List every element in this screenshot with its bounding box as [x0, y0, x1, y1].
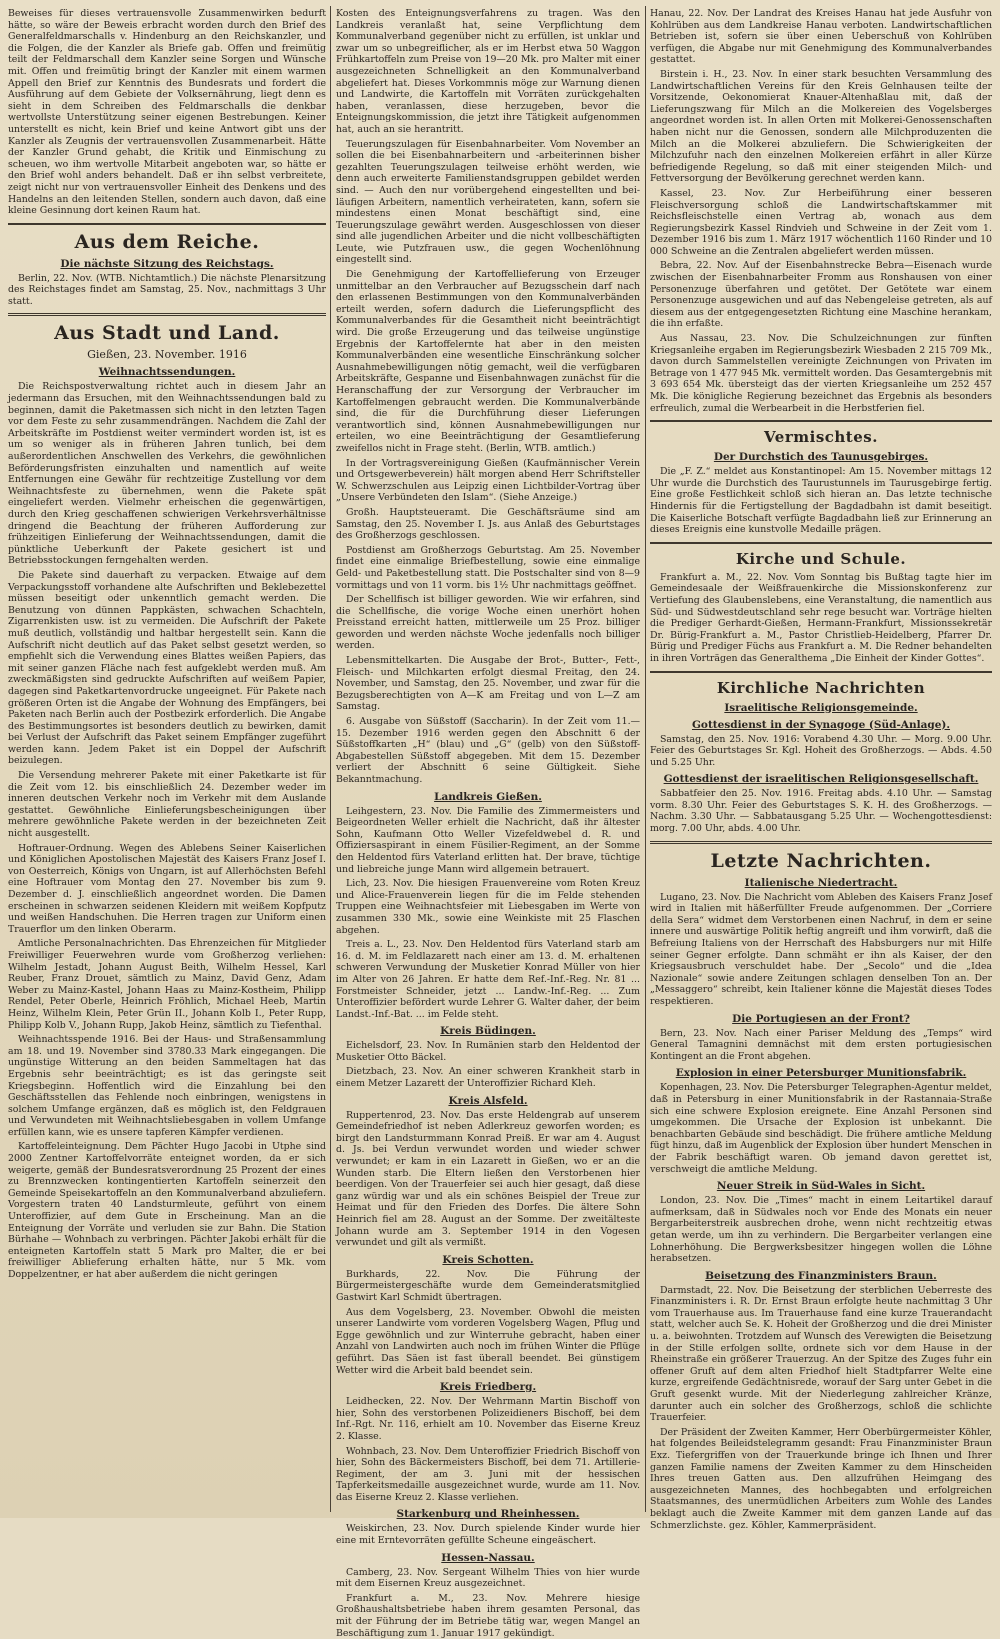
article-paragraph: Wohnbach, 23. Nov. Dem Unteroffizier Friedrich Bischoff von hier, Sohn des Bäckermeisters Bischoff, bei dem 71. Artillerie-Regiment, der am 3. Juni mit der hessischen Tapferkeitsmedaille ausgezeichnet wurde, wurde am 11. Nov. das Eiserne Kreuz 2. Klasse verliehen. [336, 1445, 640, 1503]
article-paragraph: Die Versendung mehrerer Pakete mit einer Paketkarte ist für die Zeit vom 12. bis einschließlich 24. Dezember weder im inneren deutschen Verkehr noch im Verkehr mit dem Auslande gestattet. Gewöhnliche Einlieferungsbescheinigungen über mehrere gewöhnliche Pakete werden in der bezeichneten Zeit nicht ausgestellt. [8, 770, 326, 840]
article-paragraph: Bebra, 22. Nov. Auf der Eisenbahnstrecke Bebra—Eisenach wurde zwischen der Eisenbahnarbeiter Fromm aus Ronshausen von einer Personenzuge überfahren und getötet. Der Getötete war einem Personenzuge ausgewichen und auf das Nebengeleise getreten, als auf diesem aus der entgegengesetzten Richtung eine Maschine herankam, die ihn erfaßte. [650, 260, 992, 330]
article-paragraph: In der Vortragsvereinigung Gießen (Kaufmännischer Verein und Ortsgewerbeverein) hält morgen abend Herr Schriftsteller W. Schwerzschulen aus Leipzig einen Lichtbilder-Vortrag über „Unsere Verbündeten den Islam“. (Siehe Anzeige.) [336, 457, 640, 504]
article-paragraph: Eichelsdorf, 23. Nov. In Rumänien starb den Heldentod der Musketier Otto Bäckel. [336, 1040, 640, 1063]
subheading: Kreis Friedberg. [439, 1381, 537, 1394]
subheading: Starkenburg und Rheinhessen. [396, 1508, 580, 1521]
column-2 [336, 8, 640, 1639]
article-paragraph: Dietzbach, 23. Nov. An einer schweren Krankheit starb in einem Metzer Lazarett der Unteroffizier Richard Kleh. [336, 1066, 640, 1090]
article-paragraph: Der Schellfisch ist billiger geworden. Wie wir erfahren, sind die Schellfische, die vorige Woche einen unerhört hohen Preisstand erreicht hatten, mittlerweile um 25 Proz. billiger geworden und werden nächste Woche jedenfalls noch billiger werden. [336, 594, 640, 652]
subheading: Gottesdienst der israelitischen Religionsgesellschaft. [663, 773, 979, 786]
article-paragraph: Kassel, 23. Nov. Zur Herbeiführung einer besseren Fleischversorgung schloß die Landwirtschaftskammer mit Reichsfleischstelle einen Vertrag ab, wonach aus dem Regierungsbezirk Kassel Rindvieh und Schweine in der Zeit vom 1. Dezember 1916 bis zum 1. März 1917 wöchentlich 1160 Rinder und 10 000 Schweine an die Zentralen abgeliefert werden müssen. [650, 187, 992, 257]
subheading: Kreis Alsfeld. [448, 1094, 528, 1107]
article-paragraph: 6. Ausgabe von Süßstoff (Saccharin). In der Zeit vom 11.—15. Dezember 1916 werden gegen den Abschnitt 6 der Süßstoffkarten „H“ (blau) und „G“ (gelb) von den Süßstoff-Abgabestellen Süßstoff abgegeben. Mit dem 15. Dezember verliert der Abschnitt 6 seine Gültigkeit. Siehe Bekanntmachung. [336, 716, 640, 785]
article-paragraph: Aus dem Vogelsberg, 23. November. Obwohl die meisten unserer Landwirte vom vorderen Vogelsberg Wagen, Pflug und Egge gewöhnlich und zur Winterruhe gebracht, haben einer Anzahl von Landwirten auch noch im frühen Winter die Pflüge geführt. Das Säen ist fast überall beendet. Bei günstigem Wetter wird die Arbeit bald beendet sein. [336, 1306, 640, 1376]
article-paragraph: Teuerungszulagen für Eisenbahnarbeiter. Vom November an sollen die bei Eisenbahnarbeitern und -arbeiterinnen bisher gezahlten Teuerungszulagen teilweise erhöht werden, wie denn auch erweiterte Familienstandsgruppen gebildet werden sind. — Auch den nur vorübergehend eingestellten und bei-läufigen Arbeitern, namentlich verheirateten, kann, sofern sie mindestens einen Monat beschäftigt sind, eine Teuerungszulage gewährt werden. Ausgeschlossen von dieser sind alle jugendlichen Arbeiter und die nicht vollbeschäftigten Leute, wie Putzfrauen usw., die gegen Wochenlöhnung eingestellt sind. [336, 138, 640, 266]
article-paragraph: Frankfurt a. M., 23. Nov. Mehrere hiesige Großhaushaltsbetriebe haben ihrem gesamten Personal, das mit der Führung der im Betriebe tätig war, wegen Mangel an Beschäftigung zum 1. Januar 1917 gekündigt. [336, 1592, 640, 1639]
article-paragraph: Die Reichspostverwaltung richtet auch in diesem Jahr an jedermann das Ersuchen, mit den Weihnachtssendungen bald zu beginnen, damit die Paketmassen sich nicht in den letzten Tagen vor dem Feste zu sehr zusammendrängen. Nachdem die Zahl der Arbeitskräfte im Postdienst weiter vermindert worden ist, ist es um so weniger als in früheren Jahren tunlich, bei dem außerordentlichen Anschwellen des Verkehrs, die gewöhnlichen Beförderungsfristen einzuhalten und namentlich auf weite Entfernungen eine Gewähr für rechtzeitige Zustellung vor dem Weihnachtsfeste zu übernehmen, wenn die Pakete spät eingeliefert werden. Vielmehr erheischen die gegenwärtigen, durch den Krieg geschaffenen schwierigen Verkehrsverhältnisse dringend die Beachtung der früheren Aufforderung zur frühzeitigen Einlieferung der Weihnachtssendungen, damit die pünktliche Ueberkunft der Pakete gesichert ist und Betriebsstockungen ferngehalten werden. [8, 381, 326, 567]
article-paragraph: Weihnachtsspende 1916. Bei der Haus- und Straßensammlung am 18. und 19. November sind 3780.33 Mark eingegangen. Die ungünstige Witterung an den beiden Sammeltagen hat das Ergebnis sehr beeinträchtigt; es ist das geringste seit Kriegsbeginn. Hoffentlich wird die Einzahlung bei den Geschäftsstellen das Fehlende noch einbringen, wenigstens in solchem Umfange ergänzen, daß es möglich ist, den Feldgrauen und Verwundeten mit Weihnachtsliebesgaben in vollem Umfange erfüllen kann, wie es unsere tapferen Kämpfer verdienen. [8, 1034, 326, 1138]
article-paragraph: Großh. Hauptsteueramt. Die Geschäftsräume sind am Samstag, den 25. November I. Js. aus Anlaß des Geburtstages des Großherzogs geschlossen. [336, 506, 640, 542]
article-paragraph: Leidhecken, 22. Nov. Der Wehrmann Martin Bischoff von hier, Sohn des verstorbenen Polizeidieners Bischoff, bei dem Inf.-Rgt. Nr. 116, erhielt am 10. November das Eiserne Kreuz 2. Klasse. [336, 1396, 640, 1442]
article-paragraph: Kartoffeleinteignung. Dem Pächter Hugo Jacobi in Utphe sind 2000 Zentner Kartoffelvorräte enteignet worden, da er sich weigerte, gemäß der Bundesratsverordnung 25 Prozent der eines zu Brennzwecken kontingentierten Kartoffeln seinerzeit den Gemeinde Speisekartoffeln an den Kommunalverband abzuliefern. Vorgestern traten 40 Landsturmleute, geführt von einem Unteroffizier, auf dem Gute in Erscheinung. Man an die Enteignung der Vorräte und verluden sie zur Bahn. Die Station Bürhahe — Wohnbach zu verbringen. Pächter Jakobi erhält für die enteigneten Kartoffeln statt 5 Mark pro Malter, die er bei freiwilliger Ablieferung erhalten hätte, nur 5 Mk. vom Doppelzentner, er hat aber außerdem die nicht geringen [8, 1141, 326, 1280]
article-paragraph: Die Genehmigung der Kartoffellieferung von Erzeuger unmittelbar an den Verbraucher auf Bezugsschein darf nach den erlassenen Bestimmungen von den Kommunalverbänden erteilt werden, sofern dadurch die Lieferungspflicht des Kommunalverbandes für die Gesamtheit nicht beeinträchtigt wird. Die große Erzeugerung und das teilweise ungünstige Ergebnis der Kartoffelernte hat aber in den meisten Kommunalverbänden eine wesentliche Einschränkung solcher Ausnahmebewilligungen nötig gemacht, weil die verfügbaren Arbeitskräfte, Gespanne und Eisenbahnwagen zunächst für die Heranschaffung der zur Versorgung der Verbraucher im Kartoffelmengen gebraucht werden. Die Kommunalverbände sind, die für die Durchführung dieser Lieferungen verantwortlich sind, können Ausnahmebewilligungen nur erteilen, wo eine Beeinträchtigung der Gesamtlieferung zweifellos nicht in Frage steht. (Berlin, WTB. amtlich.) [336, 269, 640, 454]
column-3 [650, 8, 992, 1531]
article-paragraph: Die „F. Z.“ meldet aus Konstantinopel: Am 15. November mittags 12 Uhr wurde die Durchstich des Taurustunnels im Taurusgebirge fertig. Eine große Festlichkeit schloß sich hieran an. Das letzte technische Hindernis für die Fertigstellung der Bagdadbahn ist damit beseitigt. Die Kaiserliche Botschaft verfügte Bagdadbahn ließ zur Erinnerung an dieses Ereignis eine kunstvolle Medaille prägen. [650, 466, 992, 536]
subheading: Weihnachtssendungen. [98, 366, 236, 379]
section-heading-vermischtes: Vermischtes. [764, 428, 878, 447]
section-divider [650, 671, 992, 673]
article-paragraph: Postdienst am Großherzogs Geburtstag. Am 25. November findet eine einmalige Briefbestellung, sowie eine einmalige Geld- und Paketbestellung statt. Die Postschalter sind von 8—9 vormittags und von 11 vorm. bis 1½ Uhr nachmittags geöffnet. [336, 544, 640, 591]
article-paragraph: Der Präsident der Zweiten Kammer, Herr Oberbürgermeister Köhler, hat folgendes Beileidstelegramm gesandt: Frau Finanzminister Braun Exz. Tiefergriffen von der Trauerkunde bringe ich Ihnen und Ihrer ganzen Familie namens der Zweiten Kammer zu dem Hinscheiden Ihres treuen Gatten aus. Den allzufrühen Heimgang des ausgezeichneten Mannes, des hochbegabten und erfolgreichen Staatsmannes, des unermüdlichen Arbeiters zum Wohle des Landes beklagt auch die Zweite Kammer mit dem ganzen Lande auf das Schmerzlichste. gez. Köhler, Kammerpräsident. [650, 1426, 992, 1531]
article-paragraph: London, 23. Nov. Die „Times“ macht in einem Leitartikel darauf aufmerksam, daß in Südwales noch vor Ende des Monats ein neuer Bergarbeiterstreik ausbrechen drohe, wenn nicht rechtzeitig etwas getan werde, um ihn zu verhindern. Die Bergarbeiter verlangen eine Lohnerhöhung. Die Bergwerksbesitzer hingegen wollen die Löhne herabsetzen. [650, 1195, 992, 1265]
subheading: Italienische Niedertracht. [744, 876, 898, 889]
subheading: Hessen-Nassau. [441, 1551, 535, 1564]
article-paragraph: Die Pakete sind dauerhaft zu verpacken. Etwaige auf dem Verpackungsstoff vorhandene alte Aufschriften und Beklebezettel müssen beseitigt oder unkenntlich gemacht werden. Die Benutzung von dünnen Pappkästen, schwachen Schachteln, Zigarrenkisten usw. ist zu vermeiden. Die Aufschrift der Pakete muß deutlich, vollständig und haltbar hergestellt sein. Kann die Aufschrift nicht deutlich auf das Paket selbst gesetzt werden, so empfiehlt sich die Verwendung eines Blattes weißen Papiers, das mit seiner ganzen Fläche nach fest aufgeklebt werden muß. Am zweckmäßigsten sind gedruckte Aufschriften auf weißem Papier, dagegen sind Paketkartenvordrucke ungeeignet. Für Pakete nach größeren Orten ist die Angabe der Wohnung des Empfängers, bei Paketen nach Berlin auch der Postbezirk erforderlich. Die Angabe des Bestimmungsortes ist besonders deutlich zu bewirken, damit bei Verlust der Aufschrift das Paket seinem Empfänger zugeführt werden kann. Jedem Paket ist ein Doppel der Aufschrift beizulegen. [8, 569, 326, 767]
article-paragraph: Camberg, 23. Nov. Sergeant Wilhelm Thies von hier wurde mit dem Eisernen Kreuz ausgezeichnet. [336, 1566, 640, 1590]
subheading: Der Durchstich des Taunusgebirges. [713, 451, 929, 464]
subheading: Die Portugiesen an der Front? [732, 1012, 910, 1025]
subheading: Beisetzung des Finanzministers Braun. [705, 1269, 937, 1282]
article-paragraph: Birstein i. H., 23. Nov. In einer stark besuchten Versammlung des Landwirtschaftlichen Vereins für den Kreis Gelnhausen teilte der Vorsitzende, Oekonomierat Knauer-Altenhaßlau mit, daß der Lieferungszwang für Milch an die Molkereien des Vogelsberges angeordnet worden ist. In allen Orten mit Molkerei-Genossenschaften haben nicht nur die Genossen, sondern alle Milchproduzenten die Milch an die Molkerei abzuliefern. Die Schwierigkeiten der Milchzufuhr nach den einzelnen Molkereien erfährt in aller Kürze befriedigende Regelung, so daß mit einer steigenden Milch- und Fettversorgung der Bevölkerung gerechnet werden kann. [650, 68, 992, 185]
article-paragraph: Lebensmittelkarten. Die Ausgabe der Brot-, Butter-, Fett-, Fleisch- und Milchkarten erfolgt diesmal Freitag, den 24. November, und Samstag, den 25. November, und zwar für die Bezugsberechtigten von A—K am Freitag und von L—Z am Samstag. [336, 655, 640, 713]
article-paragraph: Aus Nassau, 23. Nov. Die Schulzeichnungen zur fünften Kriegsanleihe ergaben im Regierungsbezirk Wiesbaden 2 215 709 Mk., davon durch Sammelstellen vereinigte Zeichnungen von Privaten im Betrage von 1 477 945 Mk. vermittelt worden. Das Gesamtergebnis mit 3 693 654 Mk. übersteigt das der vierten Kriegsanleihe um 252 457 Mk. Die königliche Regierung bezeichnet das Ergebnis als besonders erfreulich, zumal die Werbearbeit in die Herbstferien fiel. [650, 333, 992, 414]
article-paragraph: Sabbatfeier den 25. Nov. 1916. Freitag abds. 4.10 Uhr. — Samstag vorm. 8.30 Uhr. Feier des Geburtstages S. K. H. des Großherzogs. — Nachm. 3.30 Uhr. — Sabbatausgang 5.25 Uhr. — Wochengottesdienst: morg. 7.00 Uhr, abds. 4.00 Uhr. [650, 788, 992, 835]
article-continuation: Beweises für dieses vertrauensvolle Zusammenwirken bedurft hätte, so wäre der Beweis erbracht worden durch den Brief des Generalfeldmarschalls v. Hindenburg an den Reichskanzler, und die Folgen, die der Kanzler als Briefe gab. Offen und freimütig teilt der Feldmarschall dem Kanzler seine Sorgen und Wünsche mit. Offen und freimütig bringt der Kanzler mit einem warmen Appell den Brief zur Kenntnis des Bundesrats und fordert die Ausführung auf dem Gebiete der Volksernährung, liegt denn es sieht in dem Schreiben des Feldmarschalls die denkbar wertvollste Unterstützung seiner eigenen Bestrebungen. Keiner unterstellt es nicht, kein Brief und keine Antwort gibt uns der Kanzler als Zeugnis der vertrauensvollen Zusammenarbeit. Hätte der Kanzler Grund gehabt, die Kritik und Einmischung zu scheuen, wo ihm wertvolle Mitarbeit angeboten war, so hätte er den Brief wohl anders behandelt. Daß er ihn selbst verbreitete, zeigt nicht nur von vertrauensvoller Einheit des Denkens und des Handelns an den leitenden Stellen, sondern auch davon, daß eine kleine Gesinnung dort keinen Raum hat. [8, 8, 326, 217]
section-heading-kirche: Kirche und Schule. [735, 549, 907, 568]
section-divider [8, 313, 326, 316]
article-continuation: Kosten des Enteignungsverfahrens zu tragen. Was den Landkreis veranlaßt hat, seine Verpflichtung dem Kommunalverband gegenüber nicht zu erfüllen, ist unklar und zwar um so unbegreiflicher, als er im Herbst etwa 50 Waggon Frühkartoffeln zum Preise von 19—20 Mk. pro Malter mit einer ausgezeichneten Schnelligkeit an den Kommunalverband abgeliefert hat. Dieses Vorkommnis möge zur Warnung dienen und Landwirte, die Kartoffeln mit Vorräten zurückgehalten haben, veranlassen, diese herzugeben, bevor die Enteignungskommission, die jetzt ihre Tätigkeit aufgenommen hat, auch an sie herantritt. [336, 8, 640, 135]
article-paragraph: Weiskirchen, 23. Nov. Durch spielende Kinder wurde hier eine mit Erntevorräten gefüllte Scheune eingeäschert. [336, 1523, 640, 1547]
column-rule [330, 6, 331, 1512]
article-paragraph: Leihgestern, 23. Nov. Die Familie des Zimmermeisters und Beigeordneten Weller erhielt die Nachricht, daß ihr ältester Sohn, Kaufmann Otto Weller Vizefeldwebel d. R. und Offiziersaspirant in einem Füsilier-Regiment, an der Somme den Heldentod fürs Vaterland erlitten hat. Der brave, tüchtige und liebreiche junge Mann wird allgemein betrauert. [336, 805, 640, 875]
article-paragraph: Frankfurt a. M., 22. Nov. Vom Sonntag bis Bußtag tagte hier im Gemeindesaale der Weißfrauenkirche die Missionskonferenz zur Vertiefung des Glaubenslebens, eine Veranstaltung, die namentlich aus Süd- und Südwestdeutschland sehr rege besucht war. Vorträge hielten die Prediger Gerhardt-Gießen, Hermann-Frankfurt, Missionssekretär Dr. Bürig-Frankfurt a. M., Pastor Christlieb-Heidelberg, Pfarrer Dr. Bürig und Prediger Füchs aus Frankfurt a. M. Die Redner behandelten in ihren Vorträgen das Generalthema „Die Einheit der Kinder Gottes“. [650, 571, 992, 664]
column-1 [8, 8, 326, 1510]
article-paragraph: Samstag, den 25. Nov. 1916: Vorabend 4.30 Uhr. — Morg. 9.00 Uhr. Feier des Geburtstages Sr. Kgl. Hoheit des Großherzogs. — Abds. 4.50 und 5.25 Uhr. [650, 733, 992, 768]
section-heading-reich: Aus dem Reiche. [74, 230, 260, 253]
subheading: Israelitische Religionsgemeinde. [724, 701, 918, 714]
article-paragraph: Kopenhagen, 23. Nov. Die Petersburger Telegraphen-Agentur meldet, daß in Petersburg in einer Munitionsfabrik in der Rastannaia-Straße sich eine schwere Explosion ereignete. Eine Anzahl Personen sind umgekommen. Die Ursache der Explosion ist unbekannt. Die benachbarten Gebäude sind beschädigt. Die frühere amtliche Meldung fügt hinzu, daß im Augenblick der Explosion über hundert Menschen in der Fabrik beschäftigt waren. Ob jemand davon gerettet ist, verschweigt die amtliche Meldung. [650, 1082, 992, 1175]
article-paragraph: Lugano, 23. Nov. Die Nachricht vom Ableben des Kaisers Franz Josef wird in Italien mit häßerfüllter Freude aufgenommen. Der „Corriere della Sera“ widmet dem Verstorbenen einen Nachruf, in dem er seine innere und auswärtige Politik heftig angreift und ihm vorwirft, daß die Befreiung Italiens von der Herrschaft des Habsburgers nur mit Hilfe seiner Gegner erfolgte. Dann schmäht er ihn als Kaiser, der den Kriegsausbruch verschuldet habe. Der „Secolo“ und die „Idea Nazionale“ sowie andere Zeitungen schlagen denselben Ton an. Der „Messaggero“ schreibt, kein Italiener könne die Majestät dieses Todes respektieren. [650, 891, 992, 1007]
subheading: Kreis Schotten. [442, 1253, 534, 1266]
article-paragraph: Bern, 23. Nov. Nach einer Pariser Meldung des „Temps“ wird General Tamagnini demnächst mit dem ersten portugiesischen Kontingent an die Front abgehen. [650, 1027, 992, 1062]
article-paragraph: Darmstadt, 22. Nov. Die Beisetzung der sterblichen Ueberreste des Finanzministers i. R. Dr. Ernst Braun erfolgte heute nachmittag 3 Uhr vom Trauerhause aus. Im Trauerhause fand eine kurze Trauerandacht statt, welcher auch Se. K. Hoheit der Großherzog und die drei Minister u. a. beiwohnten. Trotzdem auf Wunsch des Verewigten die Beisetzung in der Stille erfolgen sollte, ordnete sich vor dem Hause in der Rheinstraße ein größerer Trauerzug. An der Spitze des Zuges fuhr ein offener Gruft auf dem alten Friedhof hielt Stadtpfarrer Welte eine kurze, ergreifende Gedächtnisrede, worauf der Sarg unter Gebet in die Gruft gesenkt wurde. Mit der Niederlegung zahlreicher Kränze, darunter auch ein solcher des Großherzogs, schloß die schlichte Trauerfeier. [650, 1284, 992, 1424]
section-heading-kirchliche: Kirchliche Nachrichten [716, 678, 926, 697]
subheading: Die nächste Sitzung des Reichstags. [60, 257, 274, 270]
subheading: Landkreis Gießen. [434, 790, 542, 803]
section-heading-letzte: Letzte Nachrichten. [710, 849, 932, 872]
column-rule [645, 6, 646, 1512]
section-heading-stadt: Aus Stadt und Land. [54, 322, 280, 345]
section-divider [650, 420, 992, 422]
article-paragraph: Hoftrauer-Ordnung. Wegen des Ablebens Seiner Kaiserlichen und Königlichen Apostolischen Majestät des Kaisers Franz Josef I. von Oesterreich, Königs von Ungarn, ist auf Allerhöchsten Befehl eine Hoftrauer vom Montag den 27. November bis zum 9. Dezember d. J. einschließlich angeordnet worden. Die Damen erscheinen in schwarzen seidenen Kleidern mit weißem Kopfputz und weißen Handschuhen. Die Herren tragen zur Uniform einen Trauerflor um den linken Oberarm. [8, 842, 326, 935]
subheading: Gottesdienst in der Synagoge (Süd-Anlage). [691, 718, 951, 731]
article-paragraph: Hanau, 22. Nov. Der Landrat des Kreises Hanau hat jede Ausfuhr von Kohlrüben aus dem Landkreise Hanau verboten. Landwirtschaftlichen Betrieben ist, sofern sie über einen Ueberschuß von Kohlrüben verfügen, die Abgabe nur mit Genehmigung des Kommunalverbandes gestattet. [650, 8, 992, 66]
section-divider [8, 223, 326, 225]
article-paragraph: Berlin, 22. Nov. (WTB. Nichtamtlich.) Die nächste Plenarsitzung des Reichstages findet am Samstag, 25. Nov., nachmittags 3 Uhr statt. [8, 272, 326, 307]
dateline: Gießen, 23. November. 1916 [87, 348, 247, 362]
subheading: Neuer Streik in Süd-Wales in Sicht. [716, 1180, 926, 1193]
article-paragraph: Ruppertenrod, 23. Nov. Das erste Heldengrab auf unserem Gemeindefriedhof ist neben Adlerkreuz geworfen worden; es birgt den Landsturmmann Konrad Preiß. Er war am 4. August d. Js. bei Verdun verwundet worden und wieder schwer verwundet; er kam in ein Lazarett in Gießen, wo er an die Wunden starb. Die Eltern ließen den Verstorbenen hier beerdigen. Von der Trauerfeier sei auch hier gesagt, daß diese ganz würdig war und als ein schönes Beispiel der Treue zur Heimat und für den Frieden des Dorfes. Die ältere Sohn Heinrich fiel am 28. August an der Somme. Der zweitälteste Johann wurde am 3. September 1914 in den Vogesen verwundet und gilt als vermißt. [336, 1109, 640, 1249]
subheading: Explosion in einer Petersburger Munitionsfabrik. [675, 1067, 967, 1080]
article-paragraph: Treis a. L., 23. Nov. Den Heldentod fürs Vaterland starb am 16. d. M. im Feldlazarett nach einer am 13. d. M. erhaltenen schweren Verwundung der Musketier Konrad Müller von hier im Alter von 26 Jahren. Er hatte dem Ref.-Inf.-Reg. Nr. 81 ... Forstmeister Schneider, jetzt ... Landw.-Inf.-Reg. ... Zum Unteroffizier befördert wurde Lehrer G. Walter daher, der beim Landst.-Inf.-Bat. ... im Felde steht. [336, 939, 640, 1020]
subheading: Kreis Büdingen. [440, 1025, 536, 1038]
article-paragraph: Lich, 23. Nov. Die hiesigen Frauenvereine vom Roten Kreuz und Alice-Frauenverein liegen für die im Felde stehenden Truppen eine Weihnachtsfeier mit Liebesgaben im Werte von zusammen 330 Mk., sowie eine Weinkiste mit 25 Flaschen abgehen. [336, 878, 640, 936]
article-paragraph: Amtliche Personalnachrichten. Das Ehrenzeichen für Mitglieder Freiwilliger Feuerwehren wurde vom Großherzog verliehen: Wilhelm Jestadt, Johann August Beith, Wilhelm Hessel, Karl Reuber, Franz Drouet, sämtlich zu Mainz, David Genz, Adam Weber zu Mainz-Kastel, Johann Haas zu Mainz-Kostheim, Philipp Rendel, Peter Oberle, Heinrich Fröhlich, Michael Heeb, Martin Heinz, Wilhelm Klein, Peter Grün II., Johann Kolb I., Peter Rupp, Philipp Kolb V., Johann Rupp, Jakob Heinz, sämtlich zu Tiefenthal. [8, 938, 326, 1031]
section-divider [650, 841, 992, 844]
article-paragraph: Burkhards, 22. Nov. Die Führung der Bürgermeistergeschäfte wurde dem Gemeinderatsmitglied Gastwirt Karl Schmidt übertragen. [336, 1268, 640, 1303]
section-divider [650, 542, 992, 544]
